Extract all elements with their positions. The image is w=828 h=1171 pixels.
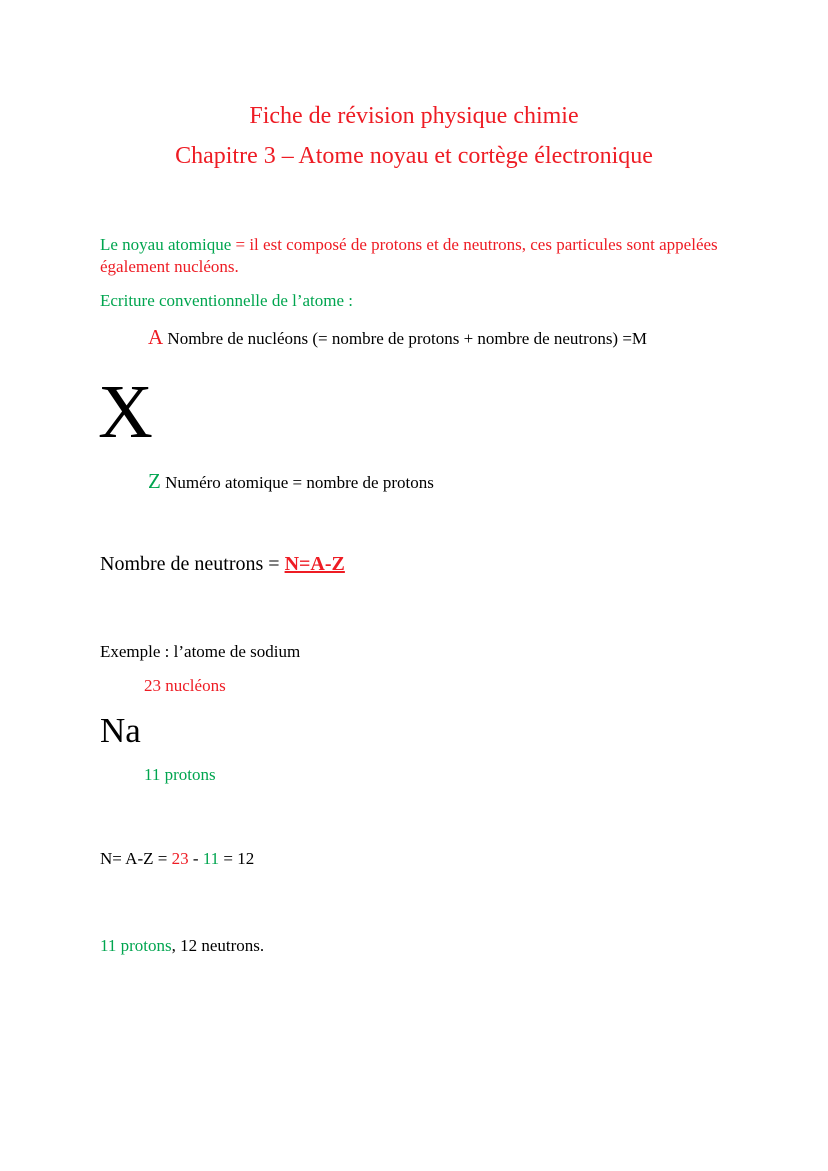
example-symbol: Na xyxy=(100,711,141,750)
conventional-notation-heading: Ecriture conventionnelle de l’atome : xyxy=(100,291,354,310)
page-title: Fiche de révision physique chimie xyxy=(249,103,579,129)
calc-prefix: N= A-Z = xyxy=(100,849,172,868)
mass-number-description: Nombre de nucléons (= nombre de protons + nombre de neutrons) =M xyxy=(163,329,648,348)
mass-number-letter: A xyxy=(148,325,164,349)
atomic-number-description: Numéro atomique = nombre de protons xyxy=(160,473,434,492)
example-result xyxy=(100,934,264,958)
neutron-formula: N=A-Z xyxy=(284,553,345,575)
noyau-text: = il est composé de protons et de neutrons, ces particules sont appelées également nucléons. xyxy=(100,235,718,276)
atomic-number-line xyxy=(148,468,434,496)
example-protons: 11 protons xyxy=(144,765,216,784)
example-intro: Exemple : l’atome de sodium xyxy=(100,642,301,661)
element-symbol: X xyxy=(98,370,153,454)
noyau-label: Le noyau atomique xyxy=(100,235,232,254)
result-neutrons: , 12 neutrons. xyxy=(171,936,265,955)
noyau-definition xyxy=(100,234,740,278)
chapter-title: Chapitre 3 – Atome noyau et cortège électronique xyxy=(175,143,653,169)
result-protons: 11 protons xyxy=(100,936,172,955)
calc-a-value: 23 xyxy=(171,849,189,868)
neutron-formula-line xyxy=(100,550,345,578)
calc-result: = 12 xyxy=(219,849,255,868)
neutron-calculation xyxy=(100,847,254,871)
mass-number-line xyxy=(148,324,647,352)
neutron-formula-label: Nombre de neutrons = xyxy=(100,553,285,575)
calc-z-value: 11 xyxy=(202,849,220,868)
calc-minus: - xyxy=(188,849,203,868)
atomic-number-letter: Z xyxy=(148,469,161,493)
example-nucleons: 23 nucléons xyxy=(144,676,226,695)
